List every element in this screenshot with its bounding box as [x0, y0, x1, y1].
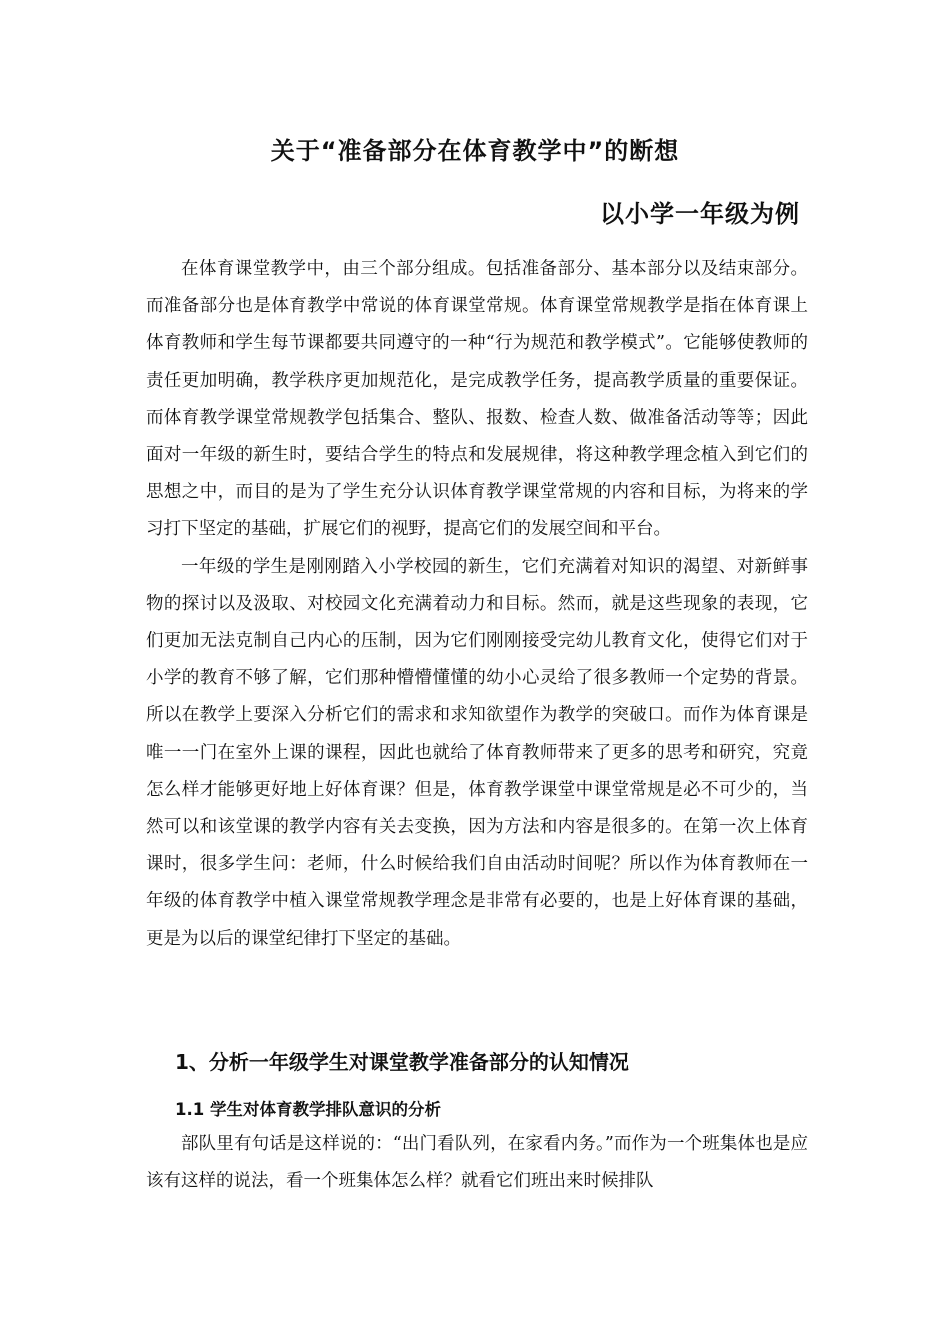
paragraph-queue-awareness: 部队里有句话是这样说的：“出门看队列，在家看内务。”而作为一个班集体也是应该有这样的说法，看一个班集体怎么样？就看它们班出来时候排队 [146, 1134, 808, 1192]
paragraph-first-grade: 一年级的学生是刚刚踏入小学校园的新生，它们充满着对知识的渴望、对新鲜事物的探讨以及汲取、对校园文化充满着动力和目标。然而，就是这些现象的表现，它们更加无法克制自己内心的压制，因为它们刚刚接受完幼儿教育文化，使得它们对于小学的教育不够了解，它们那种懵懵懂懂的幼小心灵给了很多教师一个定势的背景。所以在教学上要深入分析它们的需求和求知欲望作为教学的突破口。而作为体育课是唯一一门在室外上课的课程，因此也就给了体育教师带来了更多的思考和研究，究竟怎么样才能够更好地上好体育课？但是，体育教学课堂中课堂常规是必不可少的，当然可以和该堂课的教学内容有关去变换，因为方法和内容是很多的。在第一次上体育课时，很多学生问：老师，什么时候给我们自由活动时间呢？所以作为体育教师在一年级的体育教学中植入课堂常规教学理念是非常有必要的，也是上好体育课的基础，更是为以后的课堂纪律打下坚定的基础。 [146, 556, 808, 949]
document-body [146, 251, 808, 958]
document-subtitle: 以小学一年级为例 [600, 200, 800, 228]
section-heading-1-1: 1.1 学生对体育教学排队意识的分析 [175, 1100, 441, 1119]
document-title: 关于“准备部分在体育教学中”的断想 [270, 137, 680, 165]
paragraph-intro: 在体育课堂教学中，由三个部分组成。包括准备部分、基本部分以及结束部分。而准备部分也是体育教学中常说的体育课堂常规。体育课堂常规教学是指在体育课上体育教师和学生每节课都要共同遵守的一种“行为规范和教学模式”。它能够使教师的责任更加明确，教学秩序更加规范化，是完成教学任务，提高教学质量的重要保证。而体育教学课堂常规教学包括集合、整队、报数、检查人数、做准备活动等等；因此面对一年级的新生时，要结合学生的特点和发展规律，将这种教学理念植入到它们的思想之中，而目的是为了学生充分认识体育教学课堂常规的内容和目标，为将来的学习打下坚定的基础，扩展它们的视野，提高它们的发展空间和平台。 [146, 259, 808, 540]
section-heading-1: 1、分析一年级学生对课堂教学准备部分的认知情况 [175, 1050, 629, 1074]
section-1-1-body [146, 1126, 808, 1200]
